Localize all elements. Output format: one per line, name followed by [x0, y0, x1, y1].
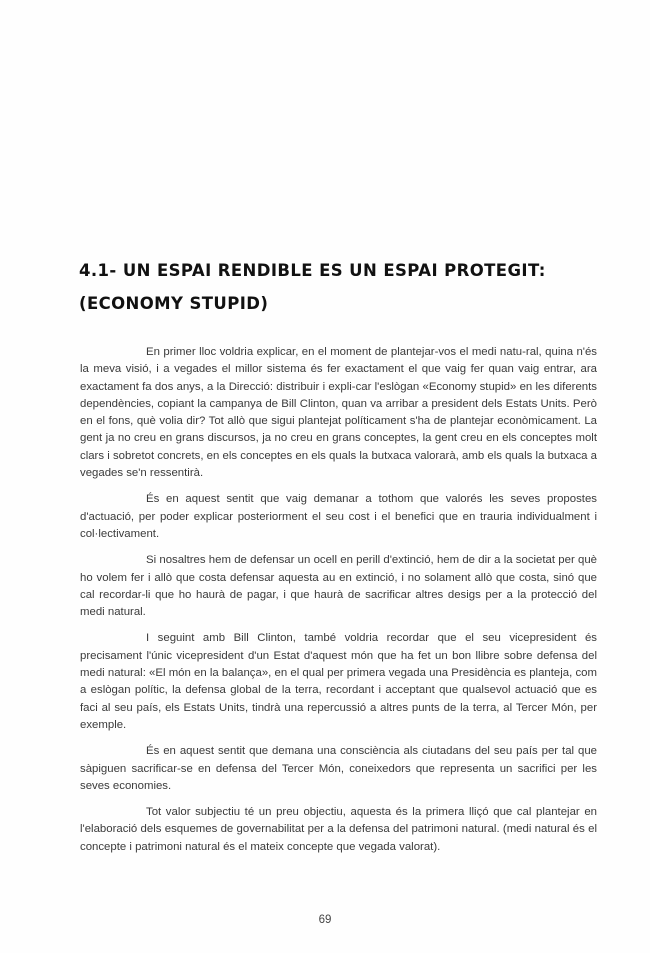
body-text	[80, 344, 597, 865]
paragraph-5: És en aquest sentit que demana una consciència als ciutadans del seu país per tal que sàpiguen sacrificar-se en defensa del Tercer Món, coneixedors que representa un sacrifici per les seves economies.	[80, 745, 597, 792]
paragraph-6: Tot valor subjectiu té un preu objectiu, aquesta és la primera lliçó que cal plantejar en l'elaboració dels esquemes de governabilitat per a la defensa del patrimoni natural. (medi natural és el concepte i patrimoni natural és el mateix concepte que vegada valorat).	[80, 806, 597, 853]
paragraph-4: I seguint amb Bill Clinton, també voldria recordar que el seu vicepresident és precisament l'únic vicepresident d'un Estat d'aquest món que ha fet un bon llibre sobre defensa del medi natural: «El món en la balança», en el qual per primera vegada una Presidència es planteja, com a eslògan polític, la defensa global de la terra, recordant i acceptant que qualsevol actuació que es faci al seu país, els Estats Units, tindrà una repercussió a altres punts de la terra, al Tercer Món, per exemple.	[80, 632, 597, 731]
paragraph-2: És en aquest sentit que vaig demanar a tothom que valorés les seves propostes d'actuació, per poder explicar posteriorment el seu cost i el benefici que en trauria individualment i col·lectivament.	[80, 493, 597, 540]
paragraph-3: Si nosaltres hem de defensar un ocell en perill d'extinció, hem de dir a la societat per què ho volem fer i allò que costa defensar aquesta au en extinció, i no solament allò que costa, sinó que cal recordar-li que ho haurà de pagar, i que haurà de sacrificar altres desigs per a la protecció del medi natural.	[80, 554, 597, 619]
page-number: 69	[318, 914, 332, 926]
section-heading-line-1: 4.1- UN ESPAI RENDIBLE ES UN ESPAI PROTEGIT:	[79, 261, 546, 280]
paragraph-1: En primer lloc voldria explicar, en el moment de plantejar-vos el medi natu-ral, quina n'és la meva visió, i a vegades el millor sistema és fer exactament el que vaig fer quan vaig entrar, ara exactament fa dos anys, a la Direcció: distribuir i expli-car l'eslògan «Economy stupid» en les diferents dependències, copiant la campanya de Bill Clinton, quan va arribar a president dels Estats Units. Però en el fons, què volia dir? Tot allò que sigui plantejat políticament s'ha de plantejar econòmicament. La gent ja no creu en grans discursos, ja no creu en grans conceptes, la gent creu en els conceptes molt clars i sobretot concrets, en els conceptes en els quals la butxaca valorarà, amb els quals la butxaca a vegades se'n ressentirà.	[80, 346, 597, 480]
section-heading	[79, 254, 619, 320]
section-heading-line-2: (ECONOMY STUPID)	[79, 294, 269, 313]
